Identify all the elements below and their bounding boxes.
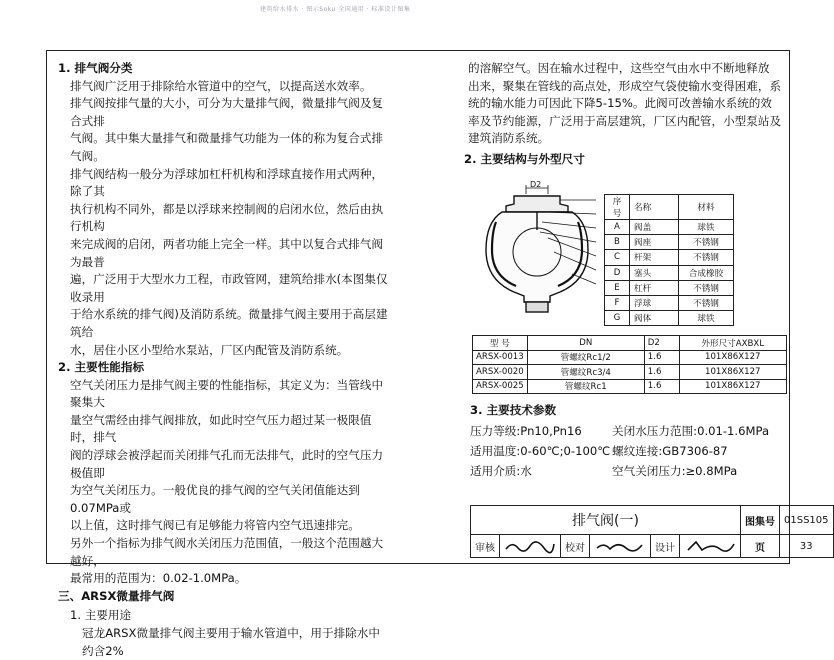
table-header-row xyxy=(473,336,787,351)
tech-param: 关闭水压力范围:0.01-1.6MPa xyxy=(612,424,770,438)
table-row xyxy=(605,295,734,310)
text-line: 气阀。其中集大量排气和微量排气功能为一体的称为复合式排气阀。 xyxy=(70,131,384,163)
table-cell: 管螺纹Rc3/4 xyxy=(527,365,644,380)
text-line: 建筑消防系统。 xyxy=(468,131,550,146)
table-cell: 101X86X127 xyxy=(679,365,786,380)
table-row xyxy=(605,220,734,235)
text-line: 为空气关闭压力。一般优良的排气阀的空气关闭值能达到0.07MPa或 xyxy=(70,483,360,515)
table-cell: D xyxy=(605,265,630,280)
table-cell: 杆架 xyxy=(630,250,679,265)
right-column xyxy=(464,60,788,169)
tech-param: 适用介质:水 xyxy=(470,464,532,478)
spec-table xyxy=(472,335,787,394)
text-line: 排气阀按排气量的大小，可分为大量排气阀，微量排气阀及复合式排 xyxy=(70,96,384,128)
table-cell: 球铁 xyxy=(679,311,734,326)
text-line: 统的输水能力可因此下降5-15%。此阀可改善输水系统的效 xyxy=(468,96,772,111)
table-cell: 不锈钢 xyxy=(679,235,734,250)
text-line: 遍，广泛用于大型水力工程，市政管网，建筑给排水(本图集仅收录用 xyxy=(70,272,388,304)
table-cell: 管螺纹Rc1 xyxy=(527,379,644,394)
text-line: 空气关闭压力是排气阀主要的性能指标，其定义为：当管线中聚集大 xyxy=(70,377,384,410)
table-cell: 1.6 xyxy=(644,379,679,394)
table-cell: G xyxy=(605,311,630,326)
table-cell: 不锈钢 xyxy=(679,250,734,265)
table-header-cell: 外形尺寸AXBXL xyxy=(679,336,786,351)
table-row xyxy=(473,379,787,394)
left-column xyxy=(58,60,388,660)
section-3-title: 三、ARSX微量排气阀 xyxy=(58,588,175,603)
table-row xyxy=(605,280,734,295)
table-cell: ARSX-0013 xyxy=(473,350,528,365)
tech-param: 适用温度:0-60℃;0-100℃ xyxy=(470,444,611,458)
text-line: 出来，聚集在管线的高点处，形成空气袋使输水变得困难，系 xyxy=(468,78,782,93)
table-cell: E xyxy=(605,280,630,295)
table-cell: ARSX-0025 xyxy=(473,379,528,394)
table-cell: 1.6 xyxy=(644,350,679,365)
table-cell: 不锈钢 xyxy=(679,295,734,310)
table-header-row xyxy=(605,195,734,220)
page-number: 33 xyxy=(780,535,834,558)
section-1-body xyxy=(58,78,388,360)
table-row xyxy=(605,265,734,280)
title-block xyxy=(470,505,834,558)
section-2-title: 2. 主要性能指标 xyxy=(58,360,145,375)
tech-param: 空气关闭压力:≥0.8MPa xyxy=(612,464,738,478)
text-line: 的溶解空气。因在输水过程中，这些空气由水中不断地释放 xyxy=(468,61,770,75)
section-2-body xyxy=(58,377,388,588)
table-header-cell: 名称 xyxy=(630,195,679,220)
table-row xyxy=(605,311,734,326)
page-label: 页 xyxy=(741,535,780,558)
text-line: 执行机构不同外，都是以浮球来控制阀的启闭水位，然后由执行机构 xyxy=(70,201,384,234)
materials-table xyxy=(604,194,734,326)
section-1-title: 1. 排气阀分类 xyxy=(58,61,133,75)
table-cell: 球铁 xyxy=(679,220,734,235)
table-cell: 1.6 xyxy=(644,365,679,380)
table-cell: 合成橡胶 xyxy=(679,265,734,280)
section-3-1-title: 1. 主要用途 xyxy=(70,608,132,623)
table-cell: F xyxy=(605,295,630,310)
table-cell: C xyxy=(605,250,630,265)
atlas-label: 图集号 xyxy=(741,506,780,535)
text-line: 另外一个指标为排气阀水关闭压力范围值，一般这个范围越大越好， xyxy=(70,536,384,568)
table-cell: B xyxy=(605,235,630,250)
text-line: 冠龙ARSX微量排气阀主要用于输水管道中，用于排除水中约含2% xyxy=(82,626,380,658)
table-cell: 管螺纹Rc1/2 xyxy=(527,350,644,365)
text-line: 量空气需经由排气阀排放，如此时空气压力超过某一极限值时，排气 xyxy=(70,412,372,445)
table-cell: 不锈钢 xyxy=(679,280,734,295)
table-row xyxy=(605,235,734,250)
table-row xyxy=(473,350,787,365)
checker-signature xyxy=(590,535,651,558)
table-row xyxy=(473,365,787,380)
table-cell: ARSX-0020 xyxy=(473,365,528,380)
text-line: 以上值，这时排气阀已有足够能力将管内空气迅速排完。 xyxy=(70,518,360,533)
table-cell: 阀座 xyxy=(630,235,679,250)
drawing-title: 排气阀(一) xyxy=(471,506,741,535)
check-label: 校对 xyxy=(561,535,590,558)
table-header-cell: 序号 xyxy=(605,195,630,220)
text-line: 阀的浮球会被浮起而关闭排气孔而无法排气，此时的空气压力极值即 xyxy=(70,448,384,480)
text-line: 率及节约能源，广泛用于高层建筑，厂区内配管，小型泵站及 xyxy=(468,113,782,128)
table-cell: 101X86X127 xyxy=(679,350,786,365)
table-cell: 浮球 xyxy=(630,295,679,310)
text-line: 水，居住小区小型给水泵站，厂区内配管及消防系统。 xyxy=(70,342,349,357)
table-cell: 塞头 xyxy=(630,265,679,280)
table-cell: 阀盖 xyxy=(630,220,679,235)
design-label: 设计 xyxy=(651,535,680,558)
designer-signature xyxy=(680,535,741,558)
table-header-cell: D2 xyxy=(644,336,679,351)
atlas-number: 01SS105 xyxy=(780,506,834,535)
reviewer-signature xyxy=(500,535,561,558)
tech-param: 压力等级:Pn10,Pn16 xyxy=(470,424,582,438)
table-cell: 杠杆 xyxy=(630,280,679,295)
header-watermark: 建筑给水排水 · 图示Soku 全国通用 · 标准设计图集 xyxy=(260,6,411,13)
section-3-3-title: 3. 主要技术参数 xyxy=(470,403,557,417)
text-line: 排气阀结构一般分为浮球加杠杆机构和浮球直接作用式两种，除了其 xyxy=(70,166,384,199)
text-line: 排气阀广泛用于排除给水管道中的空气，以提高送水效率。 xyxy=(70,78,372,93)
table-cell: 阀体 xyxy=(630,311,679,326)
text-line: 于给水系统的排气阀)及消防系统。微量排气阀主要用于高层建筑给 xyxy=(70,307,388,339)
table-row xyxy=(605,250,734,265)
table-header-cell: 型 号 xyxy=(473,336,528,351)
section-3-2-title: 2. 主要结构与外型尺寸 xyxy=(464,151,585,166)
valve-section-diagram xyxy=(476,182,598,316)
table-header-cell: DN xyxy=(527,336,644,351)
text-line: 最常用的范围为：0.02-1.0MPa。 xyxy=(70,571,247,586)
text-line: 来完成阀的启闭，两者功能上完全一样。其中以复合式排气阀为最普 xyxy=(70,236,384,269)
dim-label-d2: D2 xyxy=(530,180,542,189)
tech-param: 螺纹连接:GB7306-87 xyxy=(612,444,728,458)
review-label: 审核 xyxy=(471,535,500,558)
table-cell: 101X86X127 xyxy=(679,379,786,394)
table-cell: A xyxy=(605,220,630,235)
table-header-cell: 材料 xyxy=(679,195,734,220)
